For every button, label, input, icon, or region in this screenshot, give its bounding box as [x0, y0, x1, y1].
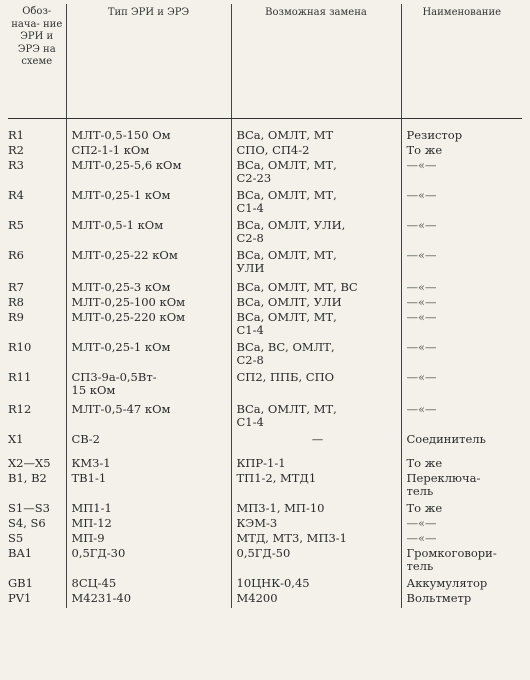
- cell-type: СП3-9а-0,5Вт- 15 кОм: [66, 371, 231, 403]
- cell-type: МЛТ-0,5-47 кОм: [66, 403, 231, 433]
- cell-replacement: 10ЦНК-0,45: [231, 577, 401, 592]
- cell-name: То же: [401, 502, 522, 517]
- table-row: [8, 547, 522, 577]
- cell-replacement: ВСа, ВС, ОМЛТ, С2-8: [231, 341, 401, 371]
- cell-name: —«—: [401, 296, 522, 311]
- table-row: [8, 144, 522, 159]
- cell-type: МП1-1: [66, 502, 231, 517]
- header-type: Тип ЭРИ и ЭРЭ: [66, 4, 231, 119]
- cell-replacement: ТП1-2, МТД1: [231, 472, 401, 502]
- cell-designation: GB1: [8, 575, 33, 590]
- cell-designation: R2: [8, 142, 24, 157]
- cell-designation: S5: [8, 530, 24, 545]
- cell-name: —«—: [401, 371, 522, 403]
- cell-type: МЛТ-0,25-22 кОм: [66, 249, 231, 281]
- cell-replacement: СП2, ППБ, СПО: [231, 371, 401, 403]
- cell-replacement: 0,5ГД-50: [231, 547, 401, 577]
- cell-name: То же: [401, 144, 522, 159]
- cell-name: —«—: [401, 311, 522, 341]
- cell-type: МП-12: [66, 517, 231, 532]
- cell-name: Громкоговори- тель: [401, 547, 522, 577]
- cell-designation: R10: [8, 339, 32, 354]
- cell-replacement: КЭМ-3: [231, 517, 401, 532]
- cell-replacement: ВСа, ОМЛТ, МТ, С1-4: [231, 403, 401, 433]
- cell-name: —«—: [401, 532, 522, 547]
- table-row: [8, 249, 522, 281]
- cell-name: Соединитель: [401, 433, 522, 457]
- cell-name: Вольтметр: [401, 592, 522, 608]
- header-replacement: Возможная замена: [231, 4, 401, 119]
- cell-type: М4231-40: [66, 592, 231, 608]
- cell-name: —«—: [401, 281, 522, 296]
- cell-replacement: ВСа, ОМЛТ, УЛИ: [231, 296, 401, 311]
- components-table: [8, 4, 522, 608]
- cell-type: МЛТ-0,25-3 кОм: [66, 281, 231, 296]
- cell-type: МЛТ-0,25-5,6 кОм: [66, 159, 231, 189]
- cell-designation: S4, S6: [8, 515, 46, 530]
- cell-type: МЛТ-0,5-150 Ом: [66, 119, 231, 144]
- cell-name: —«—: [401, 159, 522, 189]
- cell-replacement: ВСа, ОМЛТ, УЛИ, С2-8: [231, 219, 401, 249]
- table-row: [8, 219, 522, 249]
- table-row: [8, 502, 522, 517]
- cell-replacement: М4200: [231, 592, 401, 608]
- cell-name: —«—: [401, 219, 522, 249]
- table-row: [8, 403, 522, 433]
- cell-type: МЛТ-0,25-100 кОм: [66, 296, 231, 311]
- cell-type: КМЗ-1: [66, 457, 231, 472]
- cell-type: МЛТ-0,25-220 кОм: [66, 311, 231, 341]
- cell-designation: X1: [8, 431, 24, 446]
- cell-designation: R8: [8, 294, 24, 309]
- header-designation: Обоз- нача- ние ЭРИ и ЭРЭ на схеме: [8, 4, 66, 119]
- table-row: [8, 119, 522, 144]
- cell-replacement: ВСа, ОМЛТ, МТ, С1-4: [231, 189, 401, 219]
- cell-designation: R4: [8, 187, 24, 202]
- cell-replacement: ВСа, ОМЛТ, МТ: [231, 119, 401, 144]
- table-body: [8, 119, 522, 608]
- cell-designation: R12: [8, 401, 32, 416]
- table-row: [8, 592, 522, 608]
- table-row: [8, 532, 522, 547]
- cell-designation: R9: [8, 309, 24, 324]
- cell-name: —«—: [401, 341, 522, 371]
- cell-designation: X2—X5: [8, 455, 51, 470]
- cell-name: То же: [401, 457, 522, 472]
- cell-replacement: ВСа, ОМЛТ, МТ, С2-23: [231, 159, 401, 189]
- cell-name: —«—: [401, 403, 522, 433]
- cell-type: МЛТ-0,25-1 кОм: [66, 189, 231, 219]
- cell-designation: R11: [8, 369, 32, 384]
- cell-type: 8СЦ-45: [66, 577, 231, 592]
- cell-type: 0,5ГД-30: [66, 547, 231, 577]
- cell-replacement: ВСа, ОМЛТ, МТ, С1-4: [231, 311, 401, 341]
- cell-name: Переключа- тель: [401, 472, 522, 502]
- cell-type: СВ-2: [66, 433, 231, 457]
- cell-replacement: СПО, СП4-2: [231, 144, 401, 159]
- table-row: [8, 517, 522, 532]
- cell-name: —«—: [401, 517, 522, 532]
- table-row: [8, 281, 522, 296]
- table-row: [8, 371, 522, 403]
- cell-designation: R6: [8, 247, 24, 262]
- table-header: [8, 4, 522, 119]
- cell-replacement: МП3-1, МП-10: [231, 502, 401, 517]
- cell-name: —«—: [401, 249, 522, 281]
- cell-designation: BA1: [8, 545, 33, 560]
- cell-name: Резистор: [401, 119, 522, 144]
- cell-designation: R3: [8, 157, 24, 172]
- table-row: [8, 159, 522, 189]
- table-row: [8, 577, 522, 592]
- table-row: [8, 311, 522, 341]
- cell-replacement: ВСа, ОМЛТ, МТ, УЛИ: [231, 249, 401, 281]
- table-row: [8, 472, 522, 502]
- table-row: [8, 433, 522, 457]
- cell-designation: PV1: [8, 590, 32, 605]
- table-row: [8, 457, 522, 472]
- cell-replacement: МТД, МТ3, МП3-1: [231, 532, 401, 547]
- cell-replacement: КПР-1-1: [231, 457, 401, 472]
- cell-designation: B1, B2: [8, 470, 47, 485]
- cell-type: СП2-1-1 кОм: [66, 144, 231, 159]
- cell-type: ТВ1-1: [66, 472, 231, 502]
- cell-replacement: —: [231, 433, 401, 457]
- cell-type: МП-9: [66, 532, 231, 547]
- cell-type: МЛТ-0,5-1 кОм: [66, 219, 231, 249]
- cell-type: МЛТ-0,25-1 кОм: [66, 341, 231, 371]
- cell-name: —«—: [401, 189, 522, 219]
- header-name: Наименование: [401, 4, 522, 119]
- cell-designation: R7: [8, 279, 24, 294]
- cell-designation: R5: [8, 217, 24, 232]
- table-row: [8, 341, 522, 371]
- cell-designation: S1—S3: [8, 500, 50, 515]
- cell-designation: R1: [8, 128, 24, 142]
- table-row: [8, 296, 522, 311]
- table-row: [8, 189, 522, 219]
- cell-replacement: ВСа, ОМЛТ, МТ, ВС: [231, 281, 401, 296]
- cell-name: Аккумулятор: [401, 577, 522, 592]
